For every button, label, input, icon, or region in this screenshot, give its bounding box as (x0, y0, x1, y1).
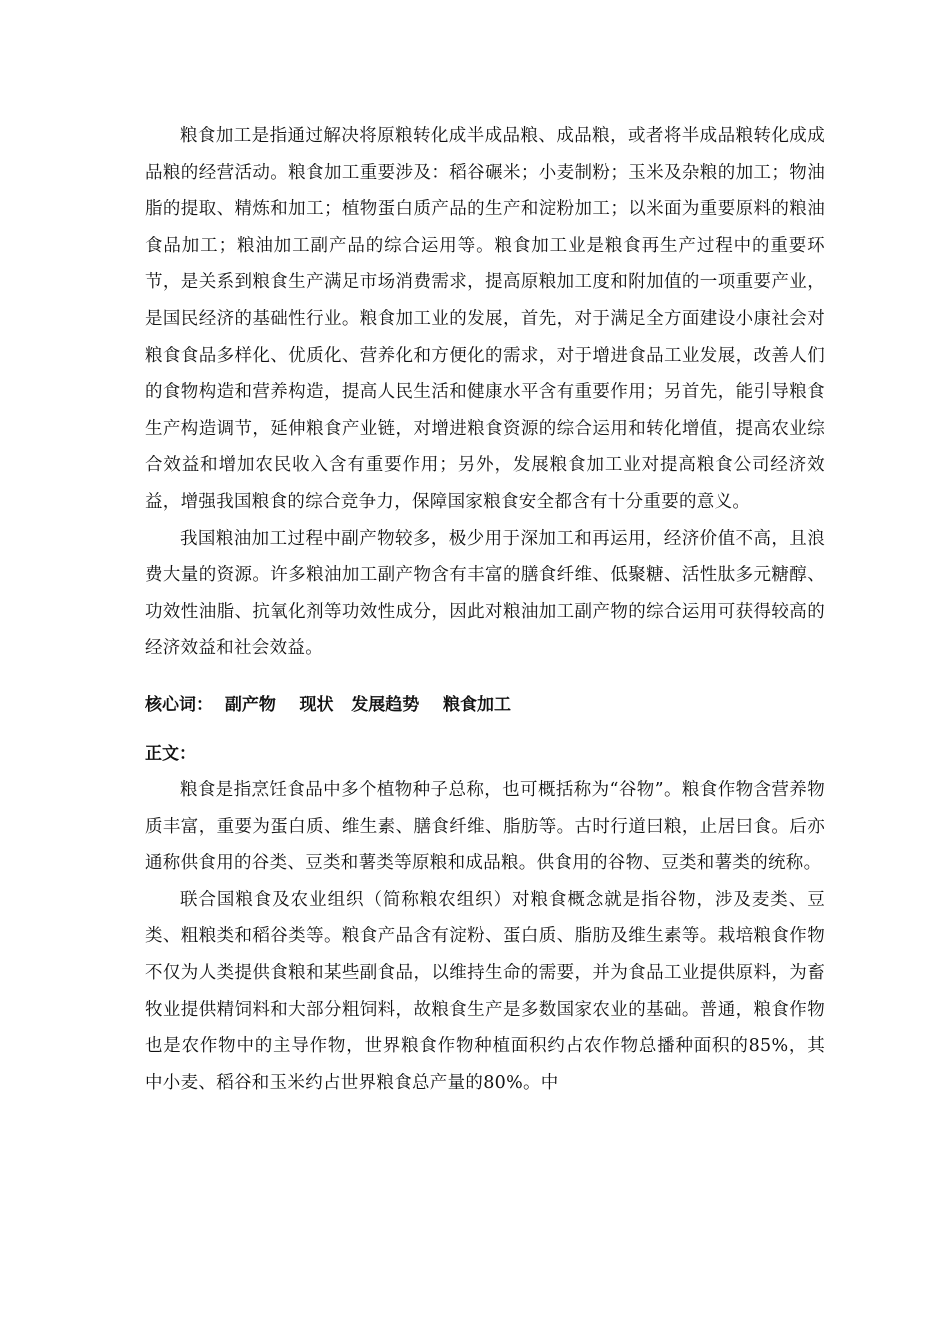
document-page (145, 118, 825, 1101)
body-heading: 正文： (145, 743, 196, 764)
body-paragraph-2: 联合国粮食及农业组织（简称粮农组织）对粮食概念就是指谷物，涉及麦类、豆类、粗粮类和稻谷类等。粮食产品含有淀粉、蛋白质、脂肪及维生素等。栽培粮食作物不仅为人类提供食粮和某些副食品，以维持生命的需要，并为食品工业提供原料，为畜牧业提供精饲料和大部分粗饲料，故粮食生产是多数国家农业的基础。普通，粮食作物也是农作物中的主导作物，世界粮食作物种植面积约占农作物总播种面积的85%，其中小麦、稻谷和玉米约占世界粮食总产量的80%。中 (145, 889, 825, 1093)
keywords-line: 核心词： 副产物 现状 发展趋势 粮食加工 (145, 694, 511, 715)
abstract-paragraph-2: 我国粮油加工过程中副产物较多，极少用于深加工和再运用，经济价值不高，且浪费大量的资源。许多粮油加工副产物含有丰富的膳食纤维、低聚糖、活性肽多元糖醇、功效性油脂、抗氧化剂等功效性成分，因此对粮油加工副产物的综合运用可获得较高的经济效益和社会效益。 (145, 528, 825, 659)
body-paragraph-1: 粮食是指烹饪食品中多个植物种子总称，也可概括称为“谷物”。粮食作物含营养物质丰富，重要为蛋白质、维生素、膳食纤维、脂肪等。古时行道曰粮，止居曰食。后亦通称供食用的谷类、豆类和薯类等原粮和成品粮。供食用的谷物、豆类和薯类的统称。 (145, 780, 825, 874)
abstract-paragraph-1: 粮食加工是指通过解决将原粮转化成半成品粮、成品粮，或者将半成品粮转化成成品粮的经营活动。粮食加工重要涉及：稻谷碾米；小麦制粉；玉米及杂粮的加工；物油脂的提取、精炼和加工；植物蛋白质产品的生产和淀粉加工；以米面为重要原料的粮油食品加工；粮油加工副产品的综合运用等。粮食加工业是粮食再生产过程中的重要环节，是关系到粮食生产满足市场消费需求，提高原粮加工度和附加值的一项重要产业，是国民经济的基础性行业。粮食加工业的发展，首先，对于满足全方面建设小康社会对粮食食品多样化、优质化、营养化和方便化的需求，对于增进食品工业发展，改善人们的食物构造和营养构造，提高人民生活和健康水平含有重要作用；另首先，能引导粮食生产构造调节，延伸粮食产业链，对增进粮食资源的综合运用和转化增值，提高农业综合效益和增加农民收入含有重要作用；另外，发展粮食加工业对提高粮食公司经济效益，增强我国粮食的综合竞争力，保障国家粮食安全都含有十分重要的意义。 (145, 126, 825, 512)
